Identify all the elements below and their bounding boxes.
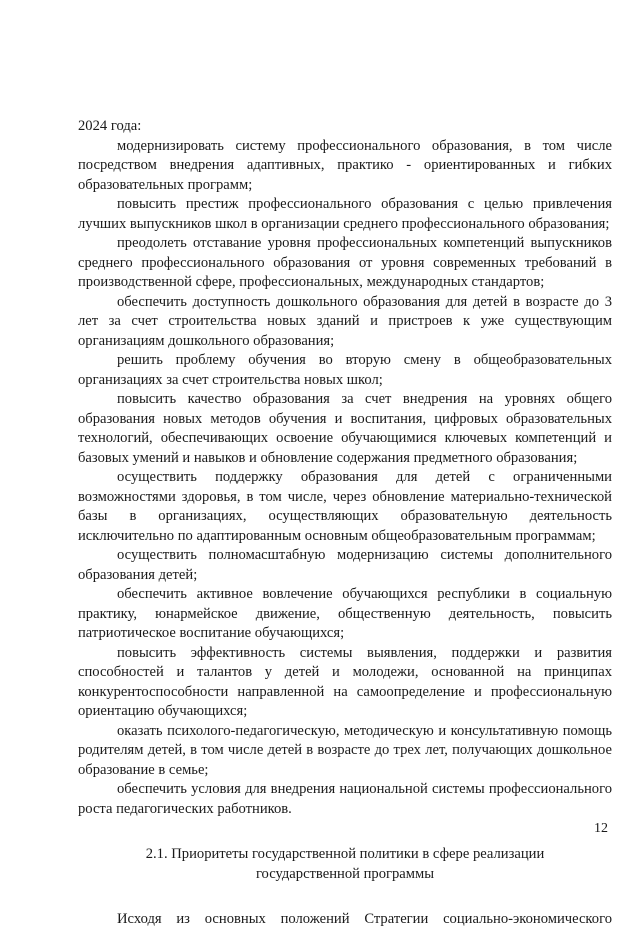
section-heading [78,845,612,884]
list-item: повысить престиж профессионального образования с целью привлечения лучших выпускников школ в организации среднего профессионального образования; [78,196,612,232]
list-item: обеспечить условия для внедрения национальной системы профессионального роста педагогических работников. [78,781,612,817]
list-item: обеспечить доступность дошкольного образования для детей в возрасте до 3 лет за счет строительства новых зданий и пристроев к уже существующим организациям дошкольного образования; [78,293,612,349]
closing-paragraph: Исходя из основных положений Стратегии социально-экономического [117,911,612,927]
list-item: осуществить поддержку образования для детей с ограниченными возможностями здоровья, в том числе, через обновление материально-технической базы в организациях, осуществляющих образовательную деятельность исключительно по адаптированным основным общеобразовательным программам; [78,469,612,544]
list-item: решить проблему обучения во вторую смену в общеобразовательных организациях за счет строительства новых школ; [78,352,612,388]
list-item: преодолеть отставание уровня профессиональных компетенций выпускников среднего профессионального образования от уровня современных требований в производственной сфере, профессиональных, международных стандартов; [78,235,612,290]
list-item: оказать психолого-педагогическую, методическую и консультативную помощь родителям детей, в том числе детей в возрасте до трех лет, получающих дошкольное образование в семье; [78,722,612,778]
document-body [78,117,612,930]
list-item: обеспечить активное вовлечение обучающихся республики в социальную практику, юнармейское движение, общественную деятельность, повысить патриотическое воспитание обучающихся; [78,586,612,641]
list-item: повысить эффективность системы выявления, поддержки и развития способностей и талантов у детей и молодежи, основанной на принципах конкурентоспособности направленной на самоопределение и профессиональную ориентацию обучающихся; [78,644,612,719]
page-number: 12 [594,821,608,836]
section-heading-line-2: государственной программы [255,865,435,882]
list-item: осуществить полномасштабную модернизацию системы дополнительного образования детей; [78,547,612,583]
list-item: повысить качество образования за счет внедрения на уровнях общего образования новых методов обучения и воспитания, цифровых образовательных технологий, обеспечивающих освоение обучающимися ключевых компетенций и базовых умений и навыков и обновление содержания предметного образования; [78,391,612,466]
section-heading-line-1: 2.1. Приоритеты государственной политики в сфере реализации [145,846,545,862]
list-item: модернизировать систему профессионального образования, в том числе посредством внедрения адаптивных, практико - ориентированных и гибких образовательных программ; [78,137,612,193]
goals-list [78,137,612,820]
lead-in-text: 2024 года: [78,118,142,134]
section-spacer [78,884,612,910]
